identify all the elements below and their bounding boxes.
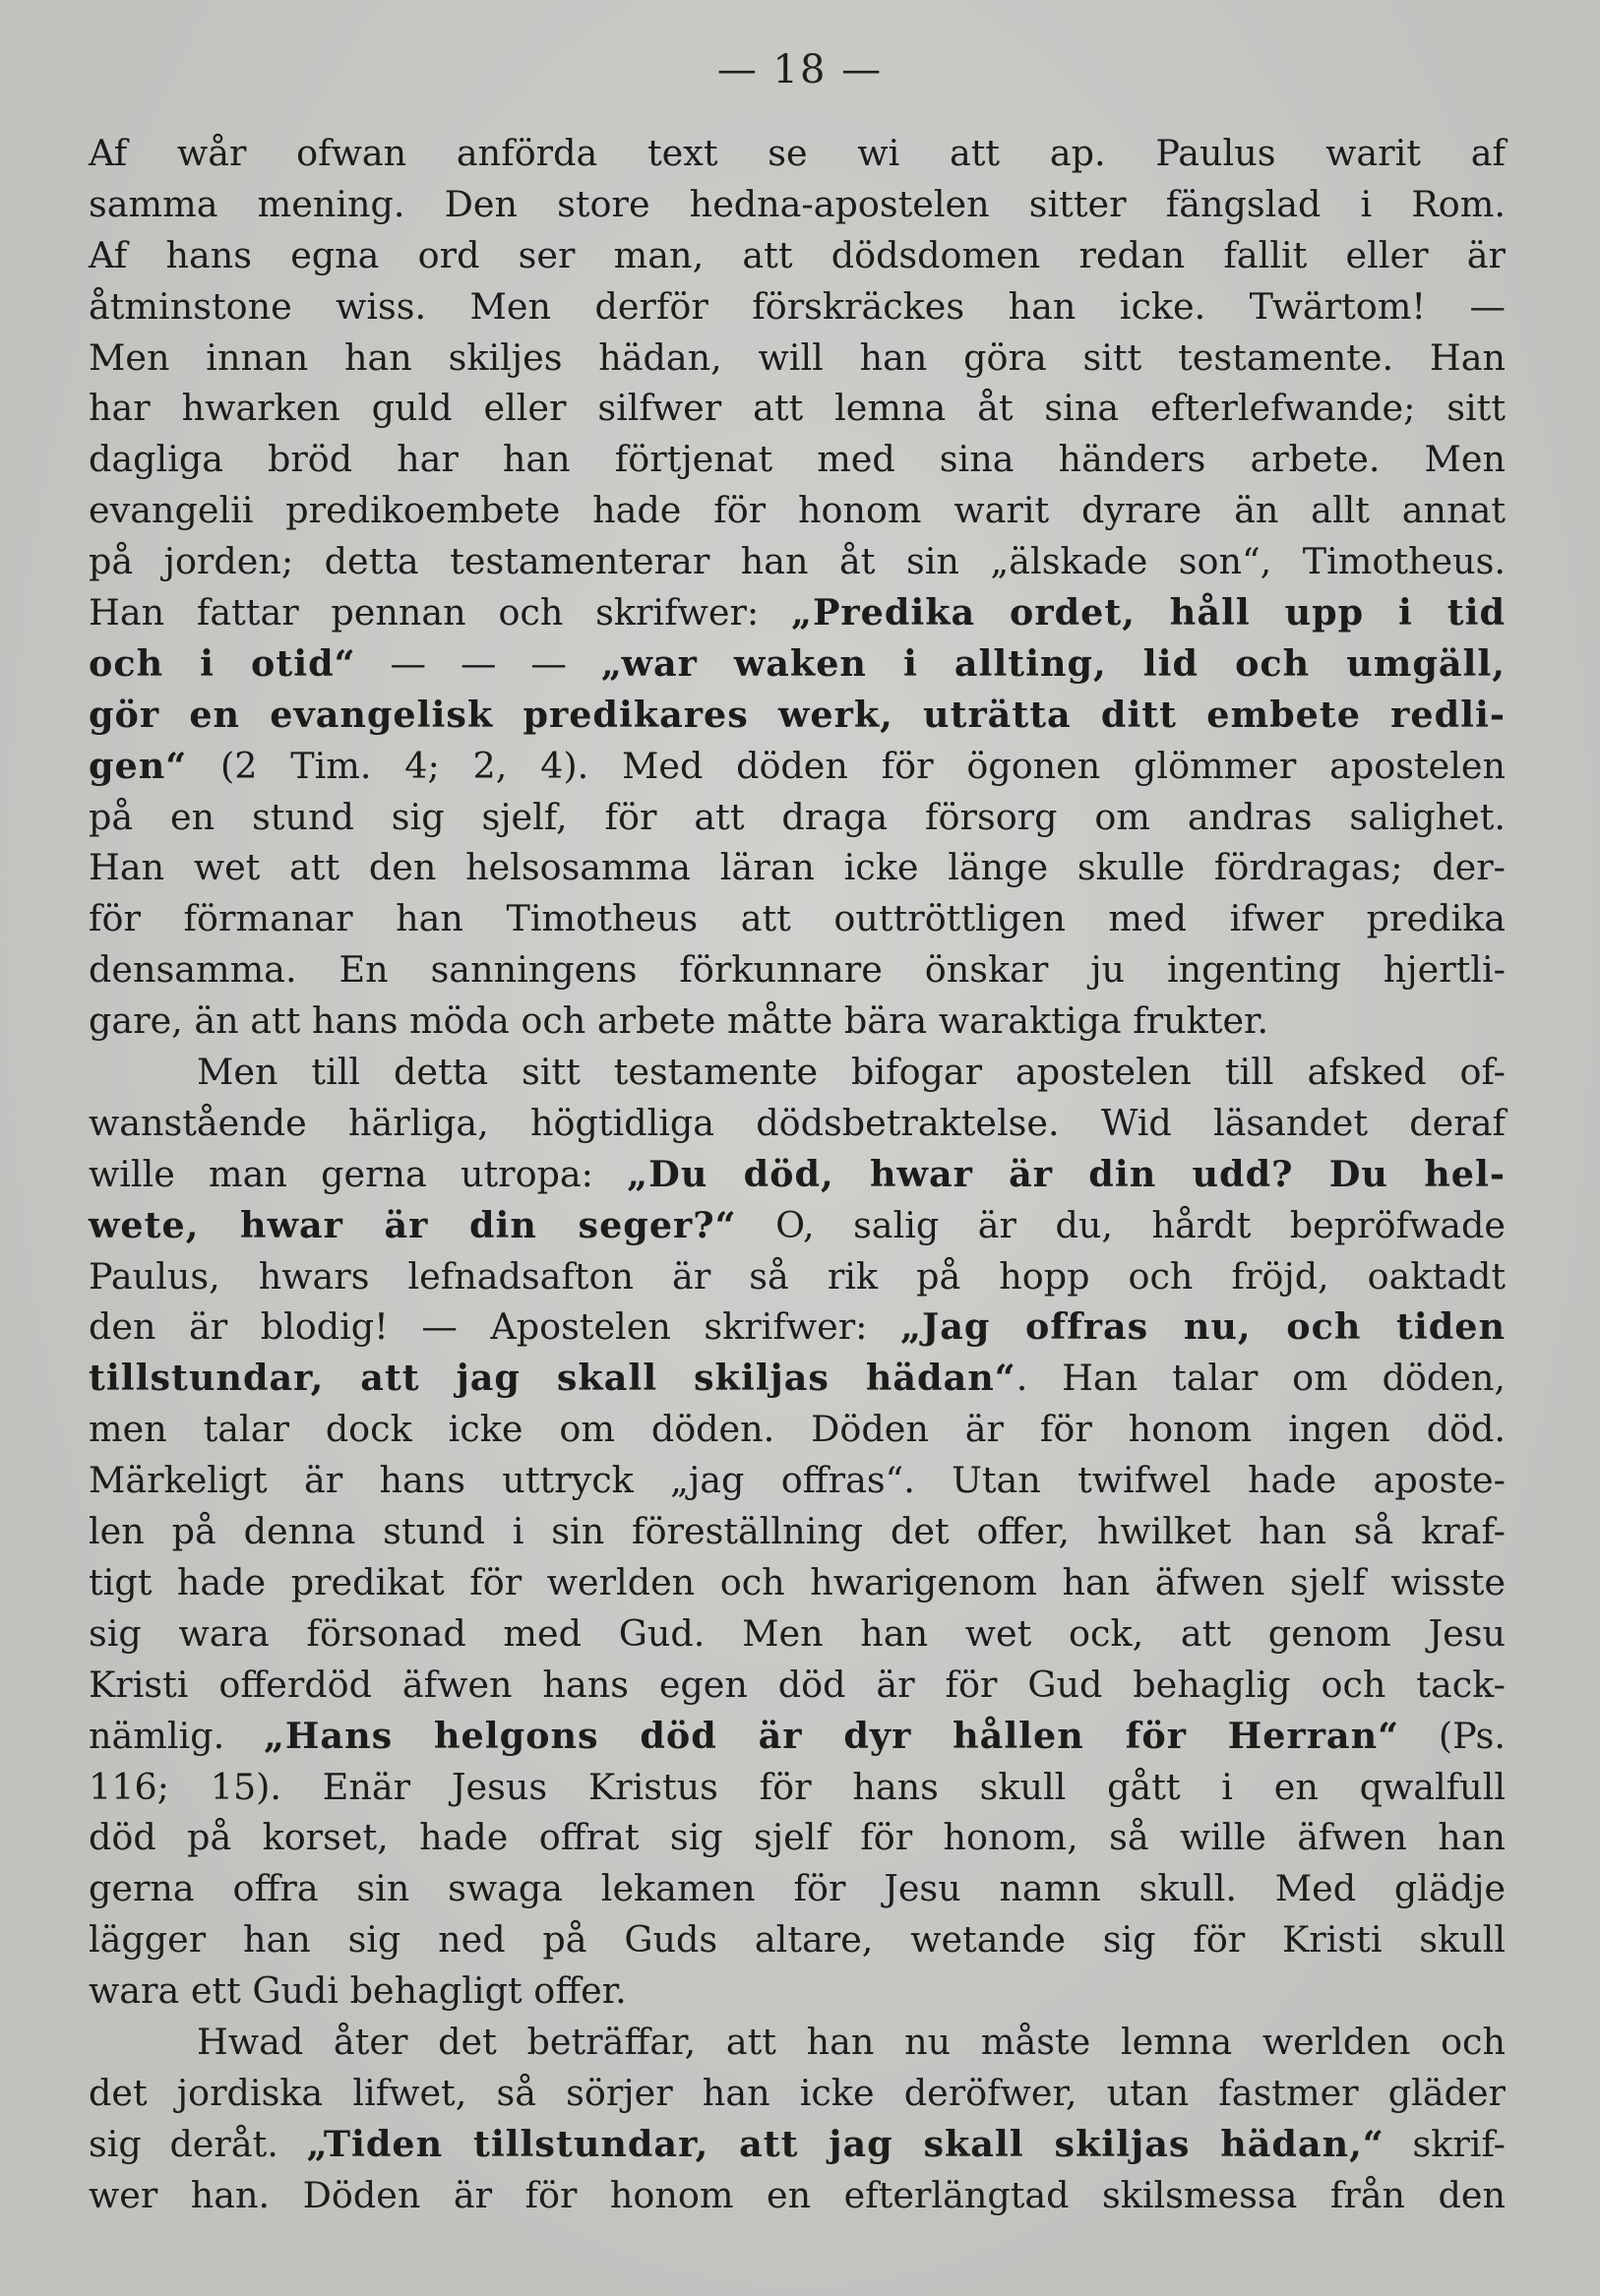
text-line [89,893,1506,944]
text-segment: 116; 15). Enär Jesus Kristus för hans skull gått i en qwalfull [89,1765,1506,1808]
text-line [89,179,1506,230]
text-segment: död på korset, hade offrat sig sjelf för honom, så wille äfwen han [89,1816,1506,1859]
text-line [89,434,1506,485]
text-segment: Hwad åter det beträffar, att han nu måste lemna werlden och [197,2020,1506,2063]
text-line [89,485,1506,536]
text-segment: det jordiska lifwet, så sörjer han icke deröfwer, utan fastmer gläder [89,2071,1506,2114]
text-line [89,1455,1506,1506]
text-line [89,536,1506,587]
text-segment: gerna offra sin swaga lekamen för Jesu namn skull. Med glädje [89,1867,1506,1910]
text-line [89,944,1506,996]
text-segment: (Ps. [1399,1714,1506,1757]
text-segment: på en stund sig sjelf, för att draga försorg om andras salighet. [89,795,1506,838]
text-line [89,2068,1506,2119]
text-segment: — — — [355,641,601,685]
emphasized-text: och i otid“ [89,641,356,685]
text-segment: gare, än att hans möda och arbete måtte bära waraktiga frukter. [89,999,1269,1043]
emphasized-text: „Du död, hwar är din udd? Du hel- [627,1152,1507,1195]
text-line [89,1914,1506,1965]
text-line [89,741,1506,792]
emphasized-text: „Tiden tillstundar, att jag skall skiljas hädan,“ [306,2122,1385,2165]
emphasized-text: gör en evangelisk predikares werk, uträtta ditt embete redli- [89,693,1506,736]
text-line [89,1200,1506,1251]
text-segment: dagliga bröd har han förtjenat med sina händers arbete. Men [89,438,1506,481]
text-segment: len på denna stund i sin föreställning det offer, hwilket han så kraf- [89,1510,1506,1553]
emphasized-text: wete, hwar är din seger?“ [89,1203,737,1246]
page-number: — 18 — [716,47,884,92]
text-line [89,2170,1506,2221]
text-segment: men talar dock icke om döden. Döden är för honom ingen död. [89,1408,1506,1451]
text-segment: Paulus, hwars lefnadsafton är så rik på hopp och fröjd, oaktadt [89,1254,1506,1298]
text-line [89,1251,1506,1302]
text-segment: åtminstone wiss. Men derför förskräckes han icke. Twärtom! — [89,284,1506,328]
text-line [89,1047,1506,1098]
text-segment: nämlig. [89,1714,264,1757]
emphasized-text: „Predika ordet, håll upp i tid [790,591,1506,634]
text-line [89,1608,1506,1660]
text-line [89,128,1506,179]
text-segment: Af wår ofwan anförda text se wi att ap. Paulus warit af [89,132,1506,174]
text-line [89,690,1506,741]
text-segment: på jorden; detta testamenterar han åt sin „älskade son“, Timotheus. [89,540,1506,583]
text-segment: Han wet att den helsosamma läran icke länge skulle fördragas; der- [89,846,1506,889]
text-segment: Kristi offerdöd äfwen hans egen död är för Gud behaglig och tack- [89,1662,1506,1706]
text-line [89,996,1506,1047]
text-line [89,1557,1506,1608]
text-line [89,230,1506,281]
emphasized-text: tillstundar, att jag skall skiljas hädan“ [89,1357,1016,1400]
emphasized-text: „war waken i allting, lid och umgäll, [600,641,1506,685]
text-line [89,2017,1506,2068]
text-line [89,587,1506,638]
text-segment: för förmanar han Timotheus att outtröttligen med ifwer predika [89,897,1506,940]
text-line [89,1353,1506,1404]
text-segment: wanstående härliga, högtidliga dödsbetraktelse. Wid läsandet deraf [89,1101,1506,1144]
text-line [89,842,1506,893]
text-line [89,1762,1506,1813]
text-line [89,1149,1506,1200]
text-segment: Af hans egna ord ser man, att dödsdomen redan fallit eller är [89,233,1506,276]
text-segment: Men till detta sitt testamente bifogar apostelen till afsked of- [197,1051,1506,1094]
text-line [89,1812,1506,1863]
text-segment: O, salig är du, hårdt bepröfwade [736,1203,1506,1246]
text-segment: wer han. Döden är för honom en efterlängtad skilsmessa från den [89,2173,1506,2216]
text-segment: wara ett Gudi behagligt offer. [89,1969,627,2013]
text-segment: wille man gerna utropa: [89,1152,628,1195]
text-line [89,332,1506,384]
emphasized-text: gen“ [89,744,188,787]
text-segment: (2 Tim. 4; 2, 4). Med döden för ögonen glömmer apostelen [187,744,1506,787]
text-line [89,1506,1506,1557]
text-segment: . Han talar om döden, [1015,1357,1506,1400]
body-text [89,128,1506,2221]
text-segment: sig wara försonad med Gud. Men han wet ock, att genom Jesu [89,1611,1506,1655]
text-line [89,1863,1506,1914]
text-line [89,383,1506,434]
text-segment: Men innan han skiljes hädan, will han göra sitt testamente. Han [89,335,1506,379]
text-segment: den är blodig! — Apostelen skrifwer: [89,1305,900,1349]
text-line [89,281,1506,332]
text-line [89,2119,1506,2170]
text-segment: Märkeligt är hans uttryck „jag offras“. Utan twifwel hade aposte- [89,1459,1506,1502]
text-segment: samma mening. Den store hedna-apostelen sitter fängslad i Rom. [89,182,1506,225]
text-line [89,1098,1506,1149]
text-line [89,1404,1506,1455]
text-segment: densamma. En sanningens förkunnare önskar ju ingenting hjertli- [89,948,1506,992]
text-line [89,792,1506,843]
text-line [89,638,1506,690]
text-segment: Han fattar pennan och skrifwer: [89,591,791,634]
emphasized-text: „Hans helgons död är dyr hållen för Herran“ [263,1714,1400,1757]
emphasized-text: „Jag offras nu, och tiden [899,1305,1506,1349]
text-line [89,1965,1506,2017]
text-line [89,1711,1506,1762]
text-segment: skrif- [1384,2122,1507,2165]
text-segment: lägger han sig ned på Guds altare, wetande sig för Kristi skull [89,1918,1506,1962]
text-line [89,1301,1506,1353]
text-line [89,1660,1506,1711]
text-segment: tigt hade predikat för werlden och hwarigenom han äfwen sjelf wisste [89,1560,1506,1603]
text-segment: sig deråt. [89,2122,307,2165]
text-segment: evangelii predikoembete hade för honom warit dyrare än allt annat [89,489,1506,532]
text-segment: har hwarken guld eller silfwer att lemna åt sina efterlefwande; sitt [89,387,1506,430]
